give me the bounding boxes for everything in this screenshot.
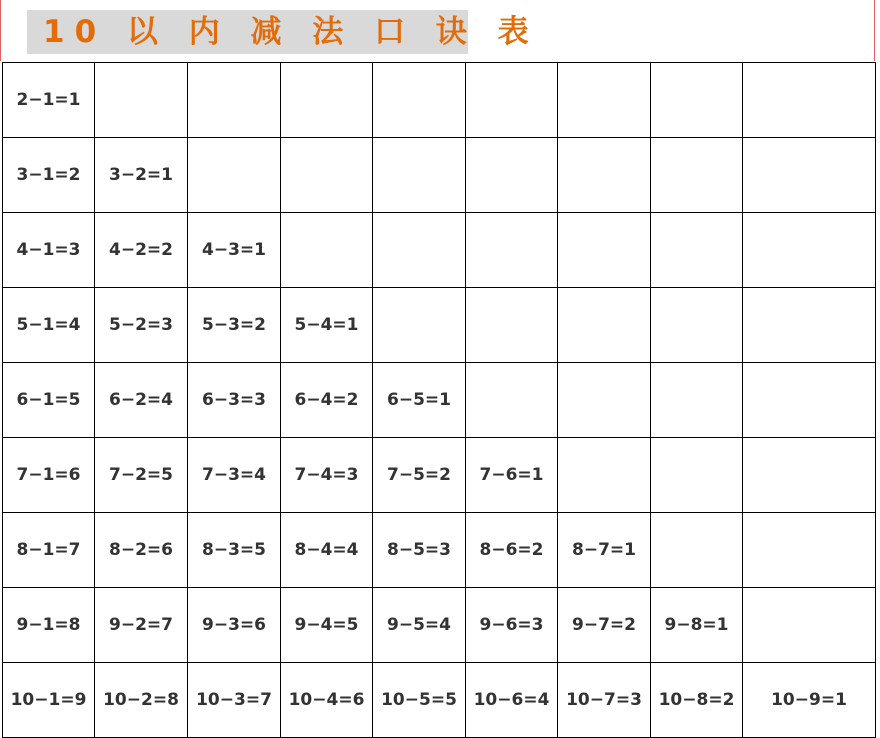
table-cell: 10−8=2 [651,663,743,738]
table-cell: 2−1=1 [3,63,95,138]
table-cell: 8−6=2 [466,513,558,588]
table-cell: 5−4=1 [281,288,373,363]
table-row [3,63,876,138]
table-cell: 10−7=3 [558,663,651,738]
table-cell [558,288,651,363]
table-cell [651,63,743,138]
table-cell [743,213,876,288]
page-title: 10 以 内 减 法 口 诀 表 [43,14,539,50]
table-cell: 8−3=5 [188,513,281,588]
table-cell: 9−6=3 [466,588,558,663]
table-cell [651,363,743,438]
table-cell [281,63,373,138]
table-cell: 7−1=6 [3,438,95,513]
table-cell: 8−1=7 [3,513,95,588]
table-cell: 10−6=4 [466,663,558,738]
title-box [27,10,539,54]
table-cell [466,213,558,288]
table-cell [95,63,188,138]
table-row [3,513,876,588]
table-cell: 9−7=2 [558,588,651,663]
table-cell [373,63,466,138]
table-cell [188,138,281,213]
table-cell [558,63,651,138]
table-cell: 5−3=2 [188,288,281,363]
table-cell: 6−4=2 [281,363,373,438]
table-row [3,588,876,663]
table-cell [743,63,876,138]
table-cell: 8−4=4 [281,513,373,588]
table-cell: 8−7=1 [558,513,651,588]
table-cell: 5−1=4 [3,288,95,363]
table-cell: 6−1=5 [3,363,95,438]
table-cell: 3−2=1 [95,138,188,213]
table-cell [743,138,876,213]
table-cell [558,438,651,513]
table-cell [651,288,743,363]
table-row [3,288,876,363]
table-cell [651,138,743,213]
table-cell [558,213,651,288]
table-cell: 4−1=3 [3,213,95,288]
table-cell: 9−1=8 [3,588,95,663]
table-cell: 10−3=7 [188,663,281,738]
table-cell: 9−3=6 [188,588,281,663]
table-cell [466,363,558,438]
table-cell [743,288,876,363]
table-cell [558,138,651,213]
table-cell: 10−5=5 [373,663,466,738]
table-cell [466,288,558,363]
table-cell: 7−2=5 [95,438,188,513]
table-cell: 10−2=8 [95,663,188,738]
table-cell [466,138,558,213]
table-cell [743,438,876,513]
table-cell [373,213,466,288]
table-cell: 7−3=4 [188,438,281,513]
table-cell [281,138,373,213]
sheet-header [0,0,875,61]
table-cell: 10−9=1 [743,663,876,738]
table-cell: 9−5=4 [373,588,466,663]
table-cell [373,288,466,363]
table-cell: 4−2=2 [95,213,188,288]
table-cell [188,63,281,138]
table-cell: 10−1=9 [3,663,95,738]
table-cell: 4−3=1 [188,213,281,288]
table-row [3,138,876,213]
table-row [3,438,876,513]
table-cell: 7−6=1 [466,438,558,513]
table-cell: 7−5=2 [373,438,466,513]
table-row [3,363,876,438]
table-cell: 6−3=3 [188,363,281,438]
table-cell: 6−2=4 [95,363,188,438]
table-row [3,663,876,738]
table-cell: 8−2=6 [95,513,188,588]
subtraction-table [2,62,876,738]
table-cell [743,363,876,438]
table-cell: 6−5=1 [373,363,466,438]
table-cell [651,513,743,588]
table-cell: 5−2=3 [95,288,188,363]
table-cell [743,588,876,663]
table-cell [651,213,743,288]
table-cell [743,513,876,588]
table-cell: 9−2=7 [95,588,188,663]
table-cell: 10−4=6 [281,663,373,738]
table-cell [281,213,373,288]
table-cell [373,138,466,213]
table-cell: 3−1=2 [3,138,95,213]
table-row [3,213,876,288]
table-cell: 8−5=3 [373,513,466,588]
table-cell: 7−4=3 [281,438,373,513]
table-cell [558,363,651,438]
table-cell: 9−8=1 [651,588,743,663]
table-cell [466,63,558,138]
table-cell [651,438,743,513]
table-cell: 9−4=5 [281,588,373,663]
